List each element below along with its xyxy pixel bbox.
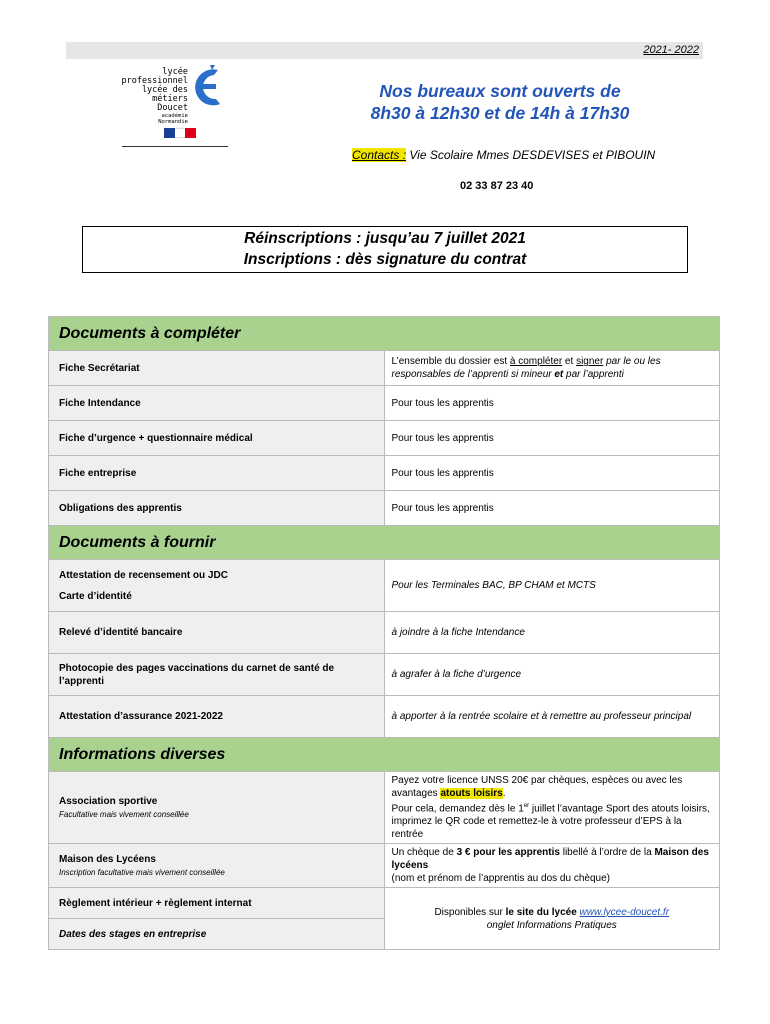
section-header-diverses: Informations diverses [49, 738, 720, 772]
table-row [49, 491, 720, 526]
row-label: Attestation de recensement ou JDC Carte d’identité [49, 560, 385, 612]
contacts [352, 148, 655, 162]
logo-text: lycée professionnel lycée des métiers Doucet académie Normandie [121, 67, 188, 125]
phone-number: 02 33 87 23 40 [460, 180, 534, 192]
table-row [49, 386, 720, 421]
row-label: Attestation d’assurance 2021-2022 [49, 696, 385, 738]
site-info: Disponibles sur le site du lycée www.lycee-doucet.fr onglet Informations Pratiques [384, 888, 720, 950]
row-text: Pour tous les apprentis [384, 421, 720, 456]
row-text: à joindre à la fiche Intendance [384, 612, 720, 654]
table-row [49, 888, 720, 919]
table-row [49, 612, 720, 654]
section-header-completer: Documents à compléter [49, 317, 720, 351]
logo-divider [122, 146, 228, 147]
year-banner [66, 42, 703, 59]
table-row [49, 844, 720, 888]
row-text: Un chèque de 3 € pour les apprentis libellé à l’ordre de la Maison des lycéens (nom et prénom de l’apprentis au dos du chèque) [384, 844, 720, 888]
row-label: Dates des stages en entreprise [49, 919, 385, 950]
table-row [49, 772, 720, 844]
row-text: à apporter à la rentrée scolaire et à remettre au professeur principal [384, 696, 720, 738]
row-label: Obligations des apprentis [49, 491, 385, 526]
row-text: L’ensemble du dossier est à compléter et signer par le ou les responsables de l’apprenti si mineur et par l’apprenti [384, 351, 720, 386]
contacts-label: Contacts : [352, 148, 407, 162]
table-row [49, 560, 720, 612]
row-text: à agrafer à la fiche d’urgence [384, 654, 720, 696]
row-text: Pour les Terminales BAC, BP CHAM et MCTS [384, 560, 720, 612]
row-label: Fiche Intendance [49, 386, 385, 421]
row-text: Pour tous les apprentis [384, 491, 720, 526]
office-hours: Nos bureaux sont ouverts de 8h30 à 12h30 et de 14h à 17h30 [370, 81, 630, 123]
inscription-date: Inscriptions : dès signature du contrat [243, 251, 527, 268]
documents-table [48, 316, 720, 950]
registration-dates-box [82, 226, 688, 273]
row-label: Fiche entreprise [49, 456, 385, 491]
section-header-fournir: Documents à fournir [49, 526, 720, 560]
row-text: Payez votre licence UNSS 20€ par chèques, espèces ou avec les avantages atouts loisirs. Pour cela, demandez dès le 1er juillet l’avantage Sport des atouts loisirs, imprimez le QR code et remettez-le à votre professeur d’EPS à la rentrée [384, 772, 720, 844]
school-logo [118, 64, 230, 148]
row-label: Relevé d’identité bancaire [49, 612, 385, 654]
contacts-text: Vie Scolaire Mmes DESDEVISES et PIBOUIN [406, 148, 656, 162]
table-row [49, 351, 720, 386]
row-text: Pour tous les apprentis [384, 456, 720, 491]
school-website-link[interactable]: www.lycee-doucet.fr [579, 906, 670, 918]
school-year: 2021- 2022 [643, 44, 699, 56]
french-flag-icon [164, 128, 196, 138]
table-row [49, 456, 720, 491]
row-label: Fiche d’urgence + questionnaire médical [49, 421, 385, 456]
education-e-icon [188, 64, 226, 110]
row-label: Maison des Lycéens Inscription facultative mais vivement conseillée [49, 844, 385, 888]
row-label: Association sportive Facultative mais vivement conseillée [49, 772, 385, 844]
reinscription-date: Réinscriptions : jusqu’au 7 juillet 2021 [244, 230, 526, 247]
table-row [49, 696, 720, 738]
table-row [49, 421, 720, 456]
row-label: Fiche Secrétariat [49, 351, 385, 386]
row-label: Règlement intérieur + règlement internat [49, 888, 385, 919]
table-row [49, 654, 720, 696]
row-label: Photocopie des pages vaccinations du carnet de santé de l’apprenti [49, 654, 385, 696]
row-text: Pour tous les apprentis [384, 386, 720, 421]
